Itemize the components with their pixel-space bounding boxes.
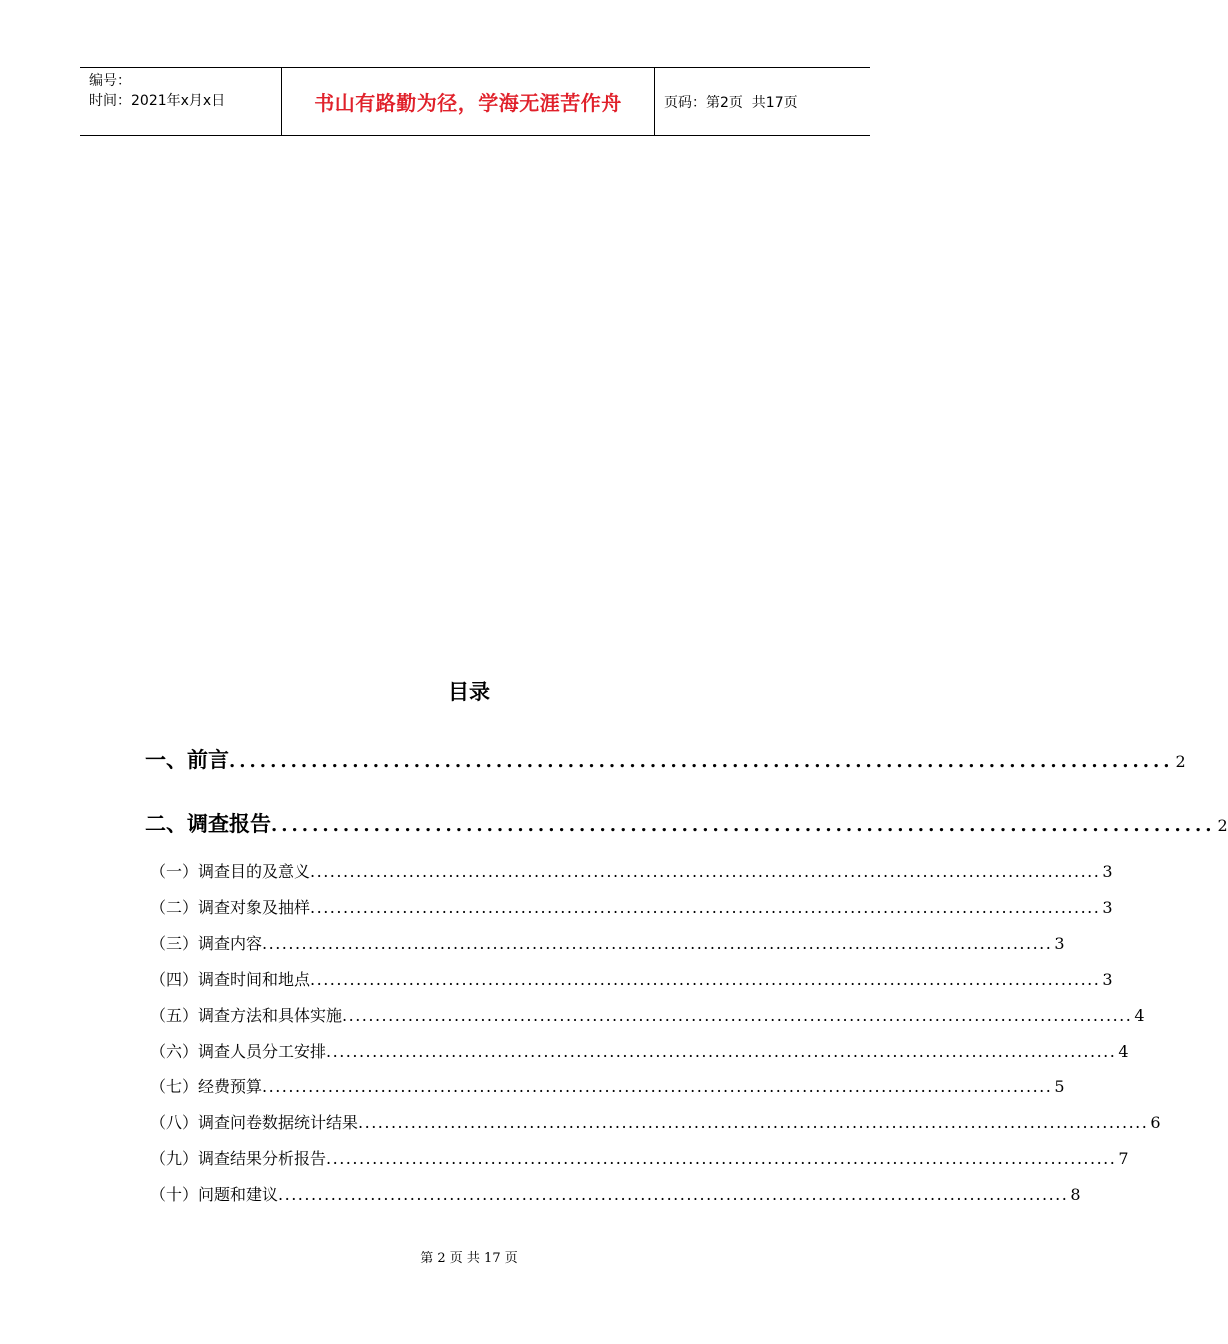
toc-leader-dots: ........................................................................................................................ bbox=[326, 1042, 1117, 1061]
toc-title: 目录 bbox=[448, 680, 490, 704]
toc-leader-dots: ........................................................................................................................ bbox=[310, 898, 1101, 917]
toc-entry-page: 8 bbox=[1070, 1185, 1081, 1204]
toc-leader-dots: ........................................................................................................................ bbox=[310, 862, 1101, 881]
toc-entry-label: （九）调查结果分析报告 bbox=[150, 1149, 327, 1168]
page-header bbox=[80, 67, 870, 136]
toc-entry-page: 2 bbox=[1217, 816, 1228, 835]
header-motto: 书山有路勤为径，学海无涯苦作舟 bbox=[282, 68, 655, 135]
toc-entry[interactable] bbox=[150, 895, 1113, 918]
toc-entry-label: （五）调查方法和具体实施 bbox=[150, 1006, 343, 1025]
toc-entry[interactable] bbox=[150, 1074, 1065, 1097]
toc-entry-label: （三）调查内容 bbox=[150, 934, 263, 953]
toc-entry[interactable] bbox=[150, 931, 1065, 954]
toc-entry-page: 3 bbox=[1054, 934, 1065, 953]
toc-leader-dots: ............................................................................................ bbox=[271, 815, 1216, 836]
toc-entry-page: 4 bbox=[1118, 1042, 1129, 1061]
toc-leader-dots: ........................................................................................................................ bbox=[262, 934, 1053, 953]
toc-entry-label: （六）调查人员分工安排 bbox=[150, 1042, 327, 1061]
toc-leader-dots: ........................................................................................................................ bbox=[310, 970, 1101, 989]
toc-leader-dots: ........................................................................................................................ bbox=[342, 1006, 1133, 1025]
toc-entry[interactable] bbox=[150, 1039, 1129, 1062]
toc-entry-label: （十）问题和建议 bbox=[150, 1185, 279, 1204]
toc-entry[interactable] bbox=[145, 808, 1228, 838]
document-date: 时间：2021年x月x日 bbox=[89, 93, 226, 109]
toc-entry-page: 3 bbox=[1102, 862, 1113, 881]
toc-leader-dots: ........................................................................................................................ bbox=[326, 1149, 1117, 1168]
toc-leader-dots: ............................................................................................ bbox=[229, 751, 1174, 772]
toc-leader-dots: ........................................................................................................................ bbox=[262, 1077, 1053, 1096]
toc-entry[interactable] bbox=[150, 967, 1113, 990]
toc-entry-page: 3 bbox=[1102, 970, 1113, 989]
document-number-label: 编号： bbox=[89, 73, 131, 89]
toc-entry-label: 二、调查报告 bbox=[145, 812, 271, 836]
toc-entry[interactable] bbox=[150, 1003, 1145, 1026]
toc-entry-page: 4 bbox=[1134, 1006, 1145, 1025]
toc-entry-page: 6 bbox=[1150, 1113, 1161, 1132]
toc-entry-label: （八）调查问卷数据统计结果 bbox=[150, 1113, 359, 1132]
toc-entry-page: 5 bbox=[1054, 1077, 1065, 1096]
toc-entry-label: （七）经费预算 bbox=[150, 1077, 263, 1096]
toc-entry-label: 一、前言 bbox=[145, 748, 229, 772]
header-page-info-text: 页码：第2页 共17页 bbox=[664, 94, 798, 111]
page-footer: 第 2 页 共 17 页 bbox=[420, 1251, 518, 1266]
header-page-info bbox=[655, 68, 870, 135]
toc-entry[interactable] bbox=[150, 1146, 1129, 1169]
toc-entry-label: （一）调查目的及意义 bbox=[150, 862, 311, 881]
toc-entry-page: 2 bbox=[1175, 752, 1186, 771]
toc-entry-label: （二）调查对象及抽样 bbox=[150, 898, 311, 917]
toc-entry[interactable] bbox=[145, 744, 1186, 774]
toc-entry[interactable] bbox=[150, 859, 1113, 882]
toc-entry[interactable] bbox=[150, 1182, 1081, 1205]
toc-entry-label: （四）调查时间和地点 bbox=[150, 970, 311, 989]
toc-entry-page: 3 bbox=[1102, 898, 1113, 917]
toc-entry[interactable] bbox=[150, 1110, 1161, 1133]
header-meta bbox=[80, 68, 282, 135]
toc-entry-page: 7 bbox=[1118, 1149, 1129, 1168]
toc-leader-dots: ........................................................................................................................ bbox=[278, 1185, 1069, 1204]
toc-leader-dots: ........................................................................................................................ bbox=[358, 1113, 1149, 1132]
